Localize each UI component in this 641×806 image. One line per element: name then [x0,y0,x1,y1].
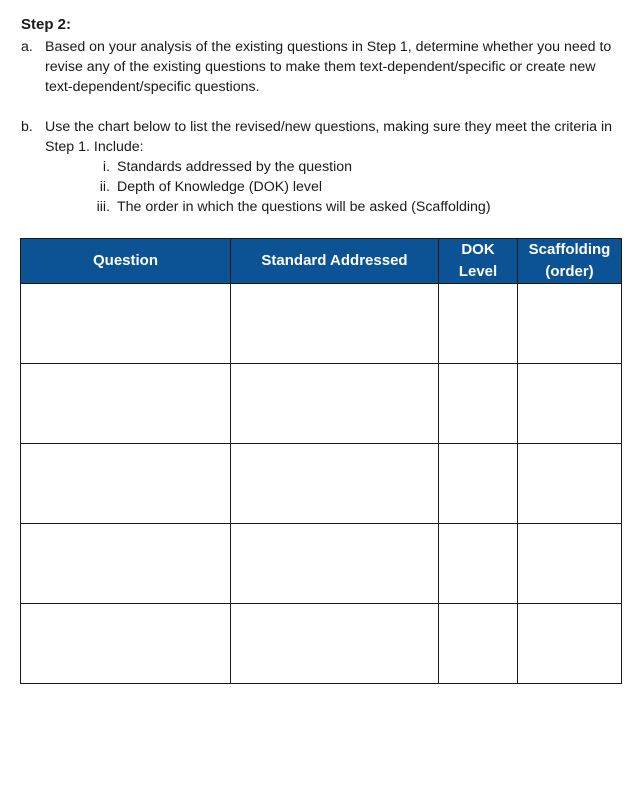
chart-header-row [21,239,622,284]
header-dok-level [439,239,518,284]
header-question [21,239,231,284]
standard-cell[interactable] [231,524,439,604]
instruction-a-text: Based on your analysis of the existing questions in Step 1, determine whether you need to revise any of the existing questions to make them text-dependent/specific or create new text-dependent/specific questions. [45,39,612,95]
instruction-b-marker: b. [21,119,33,135]
dok-cell[interactable] [439,444,518,524]
header-standard-addressed [231,239,439,284]
criteria-text: The order in which the questions will be asked (Scaffolding) [117,199,491,215]
scaffolding-cell[interactable] [518,444,622,524]
question-cell[interactable] [21,604,231,684]
criteria-num: i. [102,159,110,175]
criteria-num: iii. [96,199,110,215]
instruction-b [21,117,615,157]
scaffolding-cell[interactable] [518,364,622,444]
instruction-b-text: Use the chart below to list the revised/new questions, making sure they meet the criteria in Step 1. Include: [45,119,612,155]
header-scaffolding-line1: Scaffolding [528,241,611,258]
scaffolding-cell[interactable] [518,284,622,364]
dok-cell[interactable] [439,604,518,684]
dok-cell[interactable] [439,524,518,604]
table-row [21,364,622,444]
criteria-text: Depth of Knowledge (DOK) level [117,179,323,195]
step-heading: Step 2: [21,16,72,33]
table-row [21,284,622,364]
dok-cell[interactable] [439,284,518,364]
header-question-label: Question [92,252,158,269]
question-cell[interactable] [21,524,231,604]
scaffolding-cell[interactable] [518,524,622,604]
criteria-num: ii. [99,179,110,195]
questions-chart [20,238,622,684]
header-dok-line2: Level [458,263,498,280]
standard-cell[interactable] [231,364,439,444]
scaffolding-cell[interactable] [518,604,622,684]
header-scaffolding [518,239,622,284]
question-cell[interactable] [21,364,231,444]
standard-cell[interactable] [231,444,439,524]
table-row [21,604,622,684]
header-scaffolding-line2: (order) [545,263,594,280]
instruction-a [21,37,615,97]
criteria-text: Standards addressed by the question [117,159,353,175]
table-row [21,524,622,604]
dok-cell[interactable] [439,364,518,444]
instruction-a-marker: a. [21,39,33,55]
header-standard-label: Standard Addressed [261,252,408,269]
question-cell[interactable] [21,444,231,524]
table-row [21,444,622,524]
question-cell[interactable] [21,284,231,364]
header-dok-line1: DOK [461,241,495,258]
standard-cell[interactable] [231,284,439,364]
standard-cell[interactable] [231,604,439,684]
